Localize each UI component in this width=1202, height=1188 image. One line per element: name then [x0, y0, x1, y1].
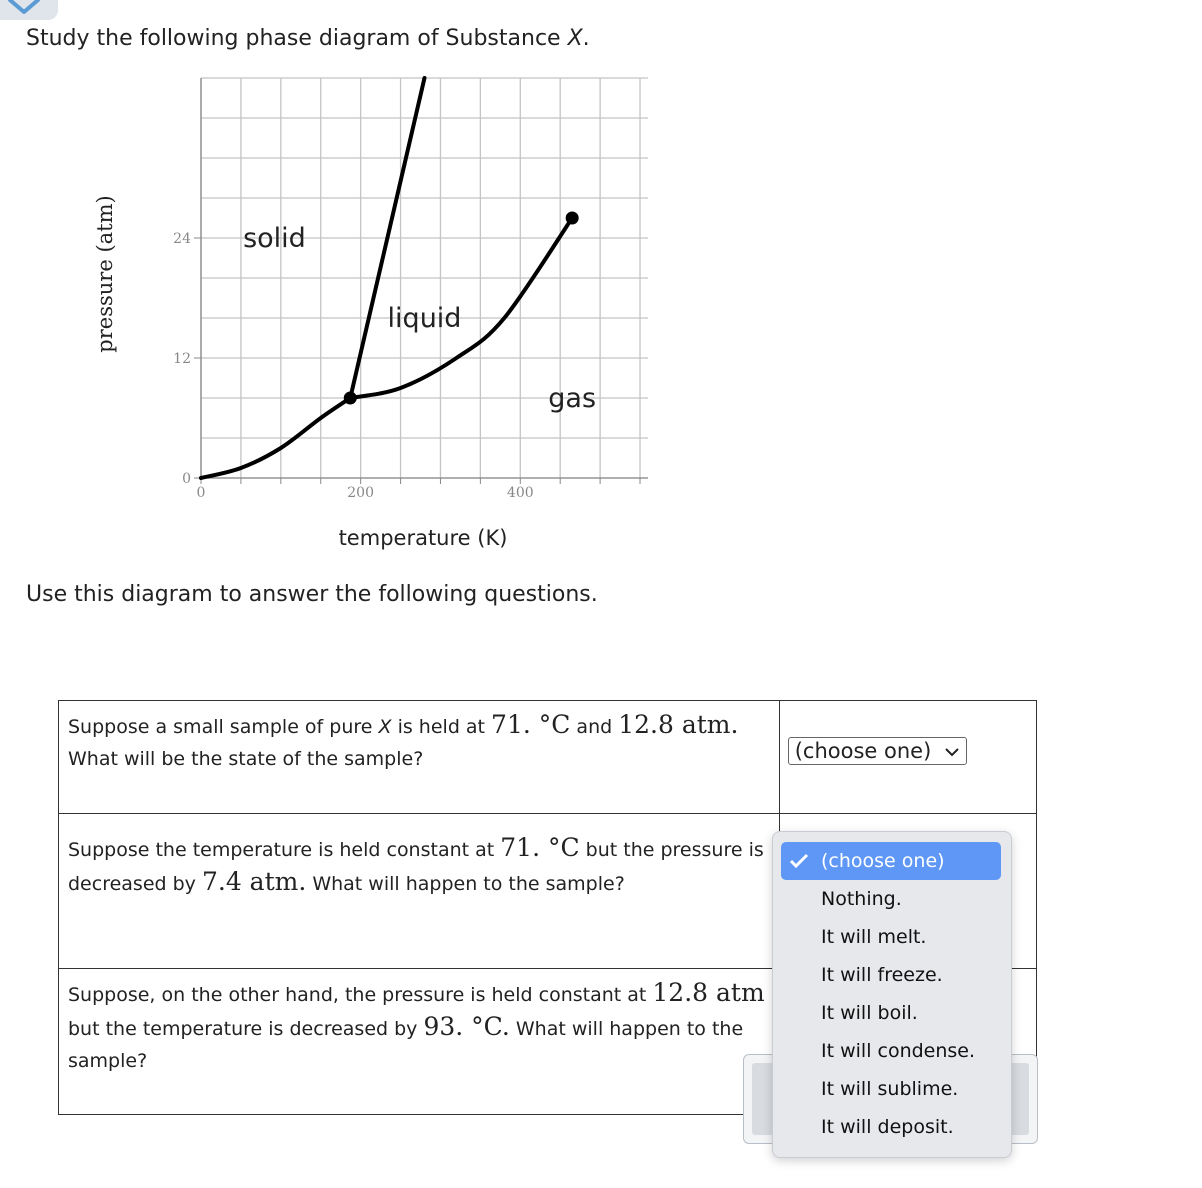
- x-axis-label: temperature (K): [338, 526, 508, 550]
- x-tick-label: 400: [506, 485, 534, 501]
- question-1: Suppose a small sample of pure X is held at 71. °C and 12.8 atm. What will be the state of the sample?: [59, 701, 780, 814]
- dropdown-option[interactable]: It will sublime.: [821, 1078, 959, 1100]
- answer-2-dropdown-menu[interactable]: [772, 831, 1012, 1158]
- question-row-1: [59, 701, 1037, 814]
- placeholder-left: [752, 1063, 774, 1135]
- dropdown-option[interactable]: It will melt.: [821, 926, 927, 948]
- dropdown-option[interactable]: It will condense.: [821, 1040, 976, 1062]
- phase-diagram: [0, 0, 700, 570]
- x-tick-label: 0: [196, 485, 206, 501]
- chart-axes: [194, 78, 648, 484]
- intro-text: Study the following phase diagram of Substance X.: [26, 26, 590, 51]
- y-axis-label: pressure (atm): [93, 195, 117, 353]
- y-tick-label: 0: [182, 471, 191, 487]
- region-label-solid: solid: [243, 223, 306, 254]
- region-label-gas: gas: [548, 383, 597, 414]
- x-tick-label: 200: [347, 485, 375, 501]
- dropdown-option[interactable]: Nothing.: [821, 888, 902, 910]
- answer-1: [779, 701, 1036, 814]
- instruction-text: Use this diagram to answer the following questions.: [26, 582, 598, 607]
- dropdown-option[interactable]: It will boil.: [821, 1002, 918, 1024]
- dropdown-option[interactable]: (choose one): [781, 842, 1001, 880]
- dropdown-option[interactable]: It will freeze.: [821, 964, 943, 986]
- answer-1-select[interactable]: (choose one): [788, 737, 967, 765]
- question-3: Suppose, on the other hand, the pressure is held constant at 12.8 atm but the temperature is decreased by 93. °C. What will happen to the sample?: [59, 969, 780, 1115]
- checkmark-icon: [789, 853, 809, 869]
- dropdown-option[interactable]: It will deposit.: [821, 1116, 954, 1138]
- critical-point-marker: [566, 212, 579, 225]
- chart-grid: [201, 78, 648, 478]
- region-label-liquid: liquid: [387, 303, 462, 334]
- y-tick-label: 12: [173, 351, 191, 367]
- chevron-down-icon: [944, 746, 960, 758]
- triple-point-marker: [344, 392, 357, 405]
- question-2: Suppose the temperature is held constant at 71. °C but the pressure is decreased by 7.4 atm. What will happen to the sample?: [59, 814, 780, 969]
- y-tick-label: 24: [173, 231, 191, 247]
- substance-var: X: [567, 26, 583, 51]
- dropdown-options: [781, 842, 1001, 1146]
